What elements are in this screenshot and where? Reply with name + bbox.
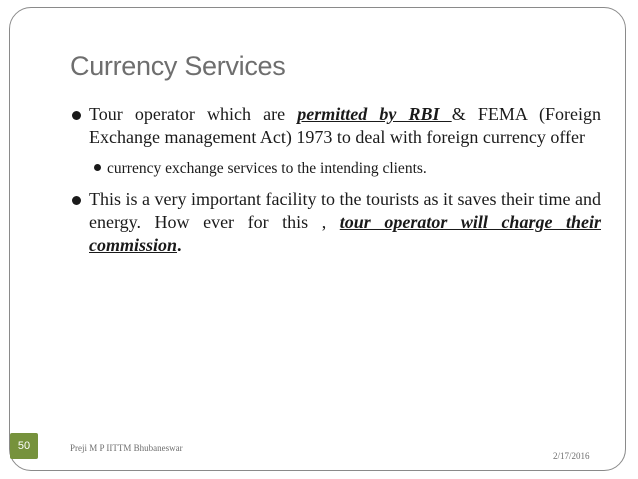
slide-content [70, 103, 601, 265]
sub-bullet-text: currency exchange services to the intending clients. [107, 160, 427, 177]
sub-bullet-item [70, 157, 601, 180]
bullet-text: Tour operator which are [89, 104, 298, 124]
bullet-dot-icon [72, 196, 81, 205]
slide-number-badge: 50 [10, 433, 38, 459]
bullet-emphasis: permitted by RBI [297, 104, 452, 124]
bullet-emphasis: tour operator will charge their commission [89, 212, 601, 255]
bullet-dot-icon [72, 111, 81, 120]
bullet-dot-icon [94, 164, 101, 171]
bullet-text: . [177, 235, 182, 255]
bullet-item [70, 188, 601, 257]
footer-date: 2/17/2016 [553, 451, 590, 461]
bullet-text: This is a very important facility to the tourists as it saves their time and energy. How ever for this , [89, 189, 601, 232]
slide-title: Currency Services [70, 51, 286, 81]
bullet-text: & FEMA (Foreign Exchange management Act) 1973 to deal with foreign currency offer [89, 104, 601, 147]
footer-author: Preji M P IITTM Bhubaneswar [70, 443, 183, 453]
bullet-item [70, 103, 601, 149]
